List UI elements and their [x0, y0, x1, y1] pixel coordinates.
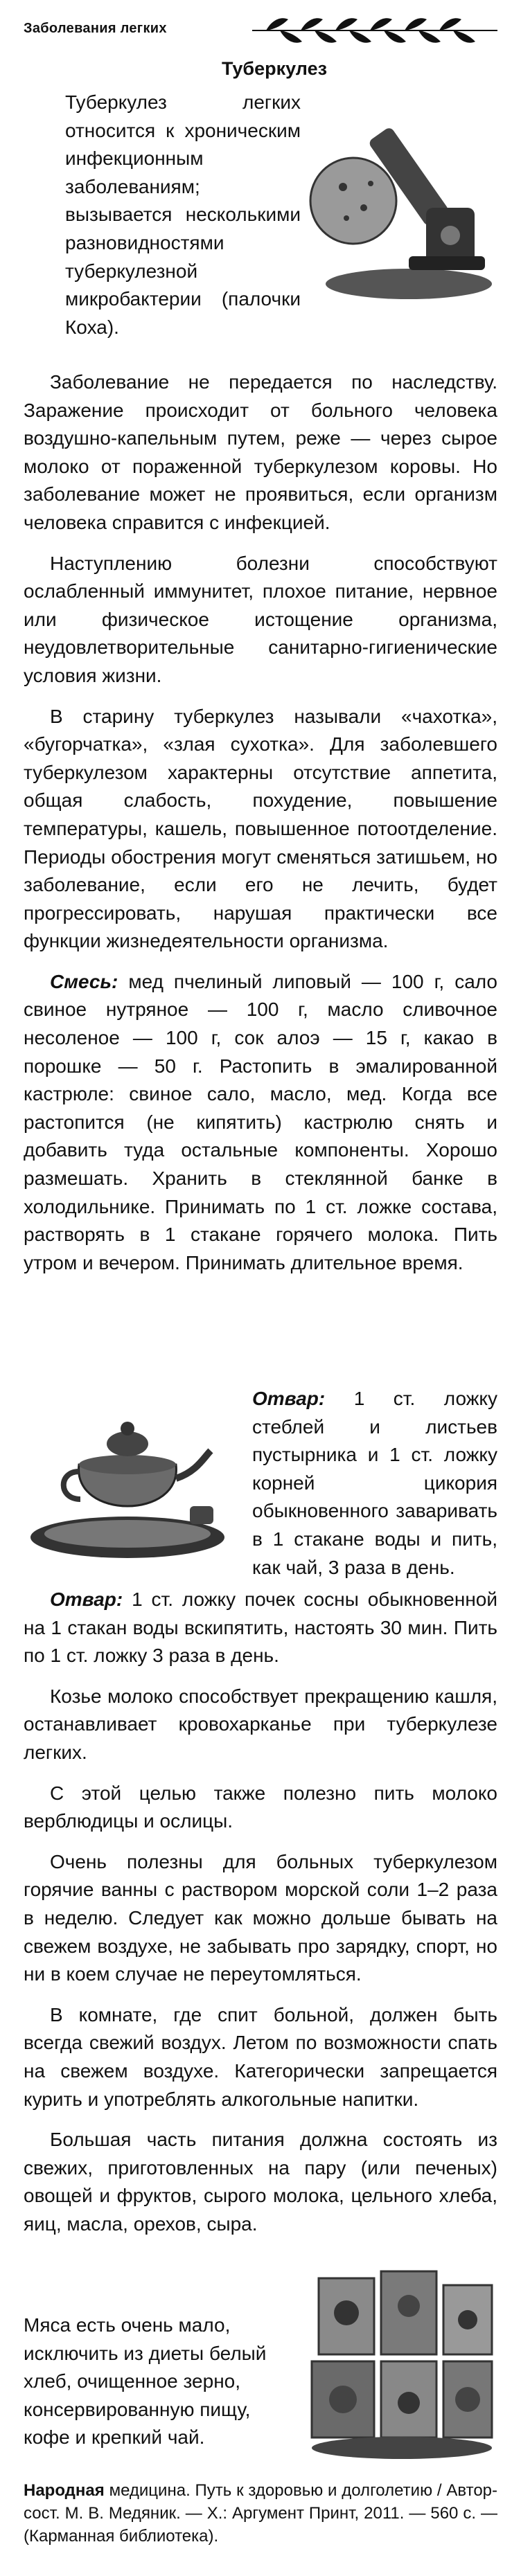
recipe-label: Отвар: — [252, 1388, 326, 1409]
citation-lead: Народная — [24, 2481, 105, 2500]
body-block-1 — [24, 368, 497, 1277]
article-title: Туберкулез — [221, 58, 328, 79]
vegetables-in-jars-illustration — [305, 2264, 497, 2465]
diet-paragraph-end: Мяса есть очень мало, исключить из диеты белый хлеб, очищенное зерно, консервированную пищу, кофе и крепкий чай. — [24, 2314, 267, 2449]
source-citation — [24, 2479, 497, 2548]
paragraph: С этой целью также полезно пить молоко верблюдицы и ослицы. — [24, 1782, 497, 1832]
recipe-label: Отвар: — [50, 1589, 123, 1610]
section-title: Заболевания легких — [24, 21, 167, 36]
paragraph: Козье молоко способствует прекращению кашля, останавливает кровохарканье при туберкулезе легких. — [24, 1685, 497, 1763]
recipe-text: мед пчелиный липовый — 100 г, сало свиное нутряное — 100 г, масло сливочное несоленое — 100 г, сок алоэ — 15 г, какао в порошке — 50 г. Растопить в эмалированной кастрюле: свиное сало, масло, мед. Когда все растопится (не кипятить) кастрюлю снять и добавить туда остальные компоненты. Хорошо размешать. Хранить в стеклянной банке в холодильнике. Принимать по 1 ст. ложке состава, растворять в 1 стакане горячего молока. Пить утром и вечером. Принимать длительное время. — [24, 970, 497, 1273]
microscope-illustration — [305, 97, 497, 305]
paragraph: Заболевание не передается по наследству. Заражение происходит от больного человека воздушно-капельным путем, реже — через сырое молоко от пораженной туберкулезом коровы. Но заболевание может не проявиться, если организм человека справится с инфекцией. — [24, 371, 497, 533]
citation-text: медицина. Путь к здоровью и долголетию / Автор-сост. М. В. Медяник. — Х.: Аргумент Принт, 2011. — 560 с. — (Карманная библиотека). — [24, 2481, 497, 2546]
body-block-2 — [24, 1586, 497, 2238]
teapot-illustration — [24, 1395, 231, 1562]
recipe-text: 1 ст. ложку стеблей и листьев пустырника и 1 ст. ложку корней цикория обыкновенного заваривать в 1 стакане воды и пить, как чай, 3 раза в день. — [252, 1388, 497, 1578]
intro-paragraph: Туберкулез легких относится к хроническим инфекционным заболеваниям; вызывается несколькими разновидностями туберкулезной микробактерии (палочки Коха). — [65, 91, 301, 338]
paragraph: Очень полезны для больных туберкулезом горячие ванны с раствором морской соли 1–2 раза в неделю. Следует как можно дольше бывать на свежем воздухе, не забывать про зарядку, спорт, но ни в коем случае не переутомляться. — [24, 1850, 497, 1985]
leaf-branch-icon — [252, 12, 497, 47]
running-header — [24, 12, 497, 47]
paragraph: Наступлению болезни способствуют ослабленный иммунитет, плохое питание, нервное или физическое истощение организма, неудовлетворительные санитарно-гигиенические условия жизни. — [24, 552, 497, 686]
paragraph: В комнате, где спит больной, должен быть всегда свежий воздух. Летом по возможности спать на свежем воздухе. Категорически запрещается курить и употреблять алкогольные напитки. — [24, 2003, 497, 2110]
recipe-mix — [24, 968, 497, 1278]
paragraph: Большая часть питания должна состоять из свежих, приготовленных на пару (или печеных) овощей и фруктов, сырого молока, цельного хлеба, яиц, масла, орехов, сыра. — [24, 2129, 497, 2235]
recipe-label: Смесь: — [50, 970, 118, 992]
paragraph: В старину туберкулез называли «чахотка», «бугорчатка», «злая сухотка». Для заболевшего туберкулезом характерны отсутствие аппетита, общая слабость, похудение, повышение температуры, кашель, повышенное потоотделение. Периоды обострения могут сменяться затишьем, но заболевание, если его не лечить, будет прогрессировать, нарушая практически все функции жизнедеятельности организма. — [24, 705, 497, 952]
recipe-text: 1 ст. ложку почек сосны обыкновенной на 1 стакан воды вскипятить, настоять 30 мин. Пить по 1 ст. ложку 3 раза в день. — [24, 1589, 497, 1667]
recipe-decoction-1 — [231, 1385, 497, 1582]
recipe-decoction-2 — [24, 1586, 497, 1670]
